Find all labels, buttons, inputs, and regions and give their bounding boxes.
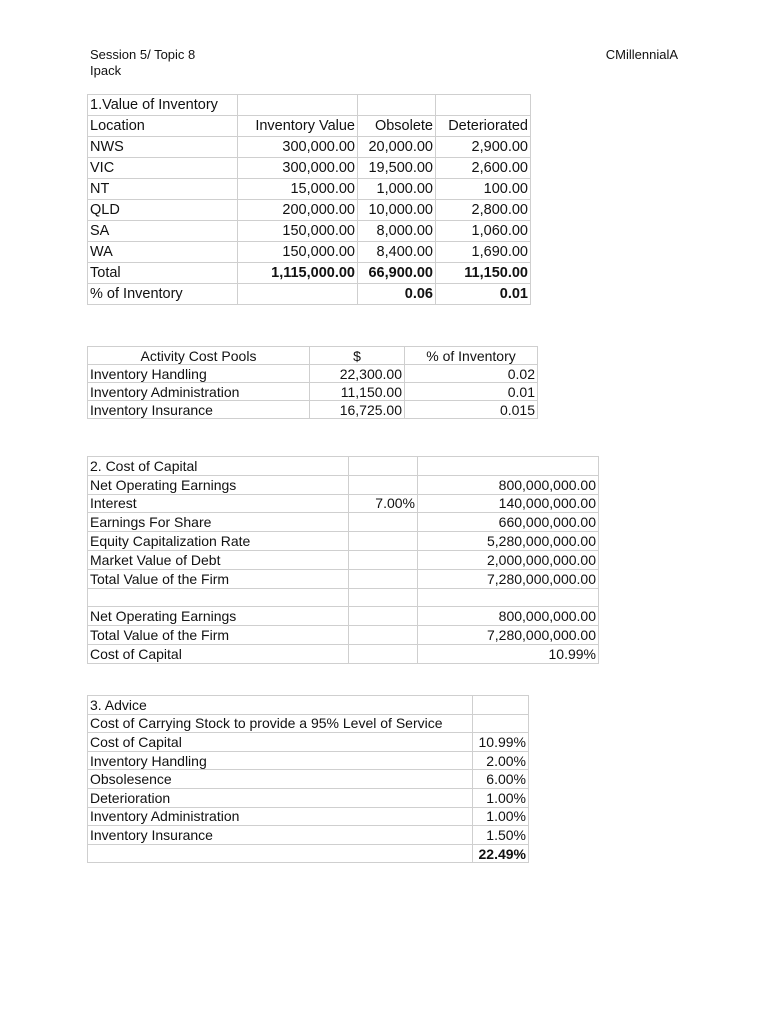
cell: 10.99% bbox=[473, 733, 529, 752]
cell: 100.00 bbox=[436, 179, 531, 200]
cell: 7,280,000,000.00 bbox=[418, 569, 599, 588]
cell: Net Operating Earnings bbox=[88, 607, 349, 626]
cell: 140,000,000.00 bbox=[418, 494, 599, 513]
column-header: Activity Cost Pools bbox=[88, 347, 310, 365]
table-row bbox=[88, 607, 599, 626]
table-row bbox=[88, 365, 538, 383]
cell: Inventory Insurance bbox=[88, 826, 473, 845]
cell: 1.50% bbox=[473, 826, 529, 845]
cell: Inventory Handling bbox=[88, 751, 473, 770]
column-header: Location bbox=[88, 116, 238, 137]
cell: % of Inventory bbox=[88, 284, 238, 305]
table-title: 1.Value of Inventory bbox=[88, 95, 238, 116]
cost-of-capital-table bbox=[87, 456, 599, 664]
cell: 20,000.00 bbox=[358, 137, 436, 158]
cell: 800,000,000.00 bbox=[418, 607, 599, 626]
table-row bbox=[88, 221, 531, 242]
table-row bbox=[88, 95, 531, 116]
cell: 1,060.00 bbox=[436, 221, 531, 242]
inventory-value-table bbox=[87, 94, 531, 305]
cell: Inventory Administration bbox=[88, 807, 473, 826]
cell: Net Operating Earnings bbox=[88, 475, 349, 494]
cell: 0.06 bbox=[358, 284, 436, 305]
cell: Deterioration bbox=[88, 788, 473, 807]
cell: 8,400.00 bbox=[358, 242, 436, 263]
table-row bbox=[88, 242, 531, 263]
table-row bbox=[88, 401, 538, 419]
cell: Total Value of the Firm bbox=[88, 626, 349, 645]
cell bbox=[349, 513, 418, 532]
cell: Inventory Handling bbox=[88, 365, 310, 383]
cell bbox=[349, 532, 418, 551]
cell: WA bbox=[88, 242, 238, 263]
cell: 1,115,000.00 bbox=[238, 263, 358, 284]
table-row bbox=[88, 569, 599, 588]
cell bbox=[349, 626, 418, 645]
cell: Equity Capitalization Rate bbox=[88, 532, 349, 551]
cell: 6.00% bbox=[473, 770, 529, 789]
table-row bbox=[88, 179, 531, 200]
cell: 8,000.00 bbox=[358, 221, 436, 242]
table-row bbox=[88, 513, 599, 532]
table-row bbox=[88, 751, 529, 770]
table-row bbox=[88, 696, 529, 715]
empty-row bbox=[88, 588, 599, 607]
table-row bbox=[88, 137, 531, 158]
cell bbox=[349, 569, 418, 588]
total-value: 22.49% bbox=[473, 844, 529, 863]
table-row bbox=[88, 826, 529, 845]
cell: 800,000,000.00 bbox=[418, 475, 599, 494]
session-label: Session 5/ Topic 8 bbox=[90, 47, 196, 62]
table-row bbox=[88, 200, 531, 221]
table-row bbox=[88, 475, 599, 494]
cell: 10,000.00 bbox=[358, 200, 436, 221]
cell: NT bbox=[88, 179, 238, 200]
column-header: Deteriorated bbox=[436, 116, 531, 137]
cell: Total bbox=[88, 263, 238, 284]
cell: Inventory Insurance bbox=[88, 401, 310, 419]
cell: 660,000,000.00 bbox=[418, 513, 599, 532]
cell: 16,725.00 bbox=[310, 401, 405, 419]
table-row bbox=[88, 788, 529, 807]
cell: Inventory Administration bbox=[88, 383, 310, 401]
cell: 300,000.00 bbox=[238, 158, 358, 179]
activity-cost-pools-table bbox=[87, 346, 538, 419]
cell: 5,280,000,000.00 bbox=[418, 532, 599, 551]
table-row bbox=[88, 457, 599, 476]
cell: 11,150.00 bbox=[310, 383, 405, 401]
cell: 1,000.00 bbox=[358, 179, 436, 200]
cell bbox=[238, 284, 358, 305]
cell: 200,000.00 bbox=[238, 200, 358, 221]
cell: 300,000.00 bbox=[238, 137, 358, 158]
cell: 2,900.00 bbox=[436, 137, 531, 158]
cell: 7.00% bbox=[349, 494, 418, 513]
cell: Obsolesence bbox=[88, 770, 473, 789]
column-header: $ bbox=[310, 347, 405, 365]
table-title: 2. Cost of Capital bbox=[88, 457, 349, 476]
table-row bbox=[88, 714, 529, 733]
cell: SA bbox=[88, 221, 238, 242]
cell: 15,000.00 bbox=[238, 179, 358, 200]
cell: 1.00% bbox=[473, 807, 529, 826]
percent-row bbox=[88, 284, 531, 305]
cell: Cost of Capital bbox=[88, 644, 349, 663]
table-header-row bbox=[88, 116, 531, 137]
table-row bbox=[88, 550, 599, 569]
column-header: Obsolete bbox=[358, 116, 436, 137]
cell: VIC bbox=[88, 158, 238, 179]
cell: 150,000.00 bbox=[238, 221, 358, 242]
column-header: Inventory Value bbox=[238, 116, 358, 137]
company-name: Ipack bbox=[90, 63, 122, 78]
cell: 2,800.00 bbox=[436, 200, 531, 221]
cell: 22,300.00 bbox=[310, 365, 405, 383]
table-row bbox=[88, 733, 529, 752]
cell: 1,690.00 bbox=[436, 242, 531, 263]
cell: 11,150.00 bbox=[436, 263, 531, 284]
cell: 150,000.00 bbox=[238, 242, 358, 263]
cell: NWS bbox=[88, 137, 238, 158]
cell bbox=[349, 607, 418, 626]
cell: QLD bbox=[88, 200, 238, 221]
cell bbox=[349, 475, 418, 494]
cell: 0.01 bbox=[436, 284, 531, 305]
table-subtitle: Cost of Carrying Stock to provide a 95% Level of Service bbox=[88, 714, 473, 733]
cell: 2,000,000,000.00 bbox=[418, 550, 599, 569]
table-header-row bbox=[88, 347, 538, 365]
cell: 0.015 bbox=[405, 401, 538, 419]
table-row bbox=[88, 807, 529, 826]
cell: 2,600.00 bbox=[436, 158, 531, 179]
cell: 7,280,000,000.00 bbox=[418, 626, 599, 645]
table-row bbox=[88, 626, 599, 645]
total-row bbox=[88, 263, 531, 284]
table-row bbox=[88, 644, 599, 663]
cell: 66,900.00 bbox=[358, 263, 436, 284]
total-row bbox=[88, 844, 529, 863]
table-title: 3. Advice bbox=[88, 696, 473, 715]
advice-table bbox=[87, 695, 529, 863]
table-row bbox=[88, 494, 599, 513]
cell: 19,500.00 bbox=[358, 158, 436, 179]
author-name: CMillennialA bbox=[605, 47, 678, 62]
cell: 2.00% bbox=[473, 751, 529, 770]
document-header bbox=[90, 47, 195, 79]
cell: Cost of Capital bbox=[88, 733, 473, 752]
cell: Interest bbox=[88, 494, 349, 513]
cell bbox=[349, 644, 418, 663]
cell: 1.00% bbox=[473, 788, 529, 807]
cell: 0.01 bbox=[405, 383, 538, 401]
table-row bbox=[88, 383, 538, 401]
cell: 10.99% bbox=[418, 644, 599, 663]
cell: Total Value of the Firm bbox=[88, 569, 349, 588]
table-row bbox=[88, 158, 531, 179]
table-row bbox=[88, 770, 529, 789]
column-header: % of Inventory bbox=[405, 347, 538, 365]
cell: Earnings For Share bbox=[88, 513, 349, 532]
table-row bbox=[88, 532, 599, 551]
cell: Market Value of Debt bbox=[88, 550, 349, 569]
cell bbox=[349, 550, 418, 569]
cell: 0.02 bbox=[405, 365, 538, 383]
